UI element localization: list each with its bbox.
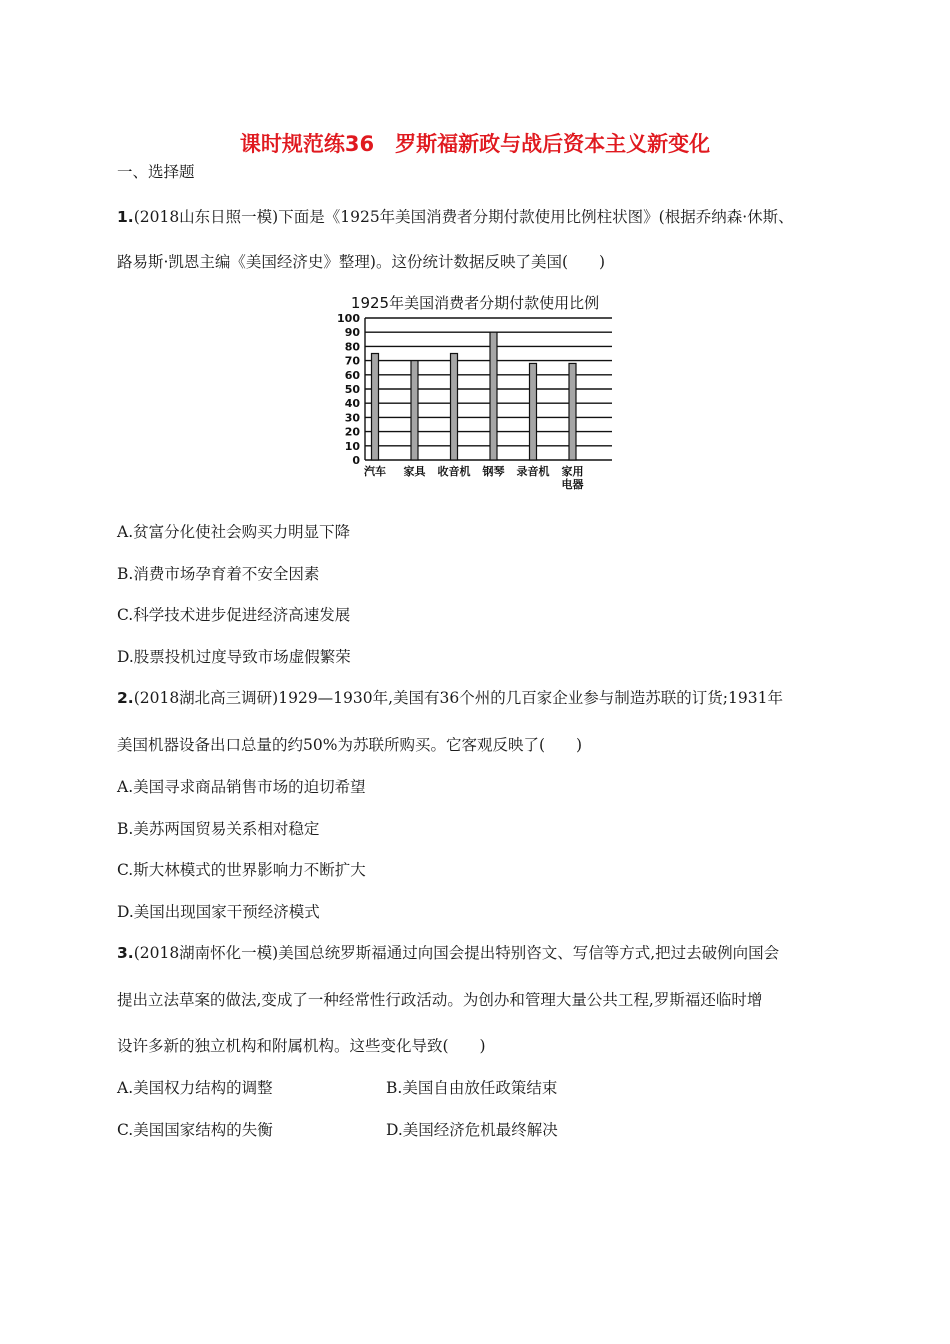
page-title: 课时规范练36 罗斯福新政与战后资本主义新变化 [239, 132, 711, 156]
y-tick-label: 100 [337, 312, 360, 325]
question-3-number: 3. [117, 944, 134, 962]
y-tick-label: 70 [344, 354, 360, 368]
y-tick-label: 10 [344, 439, 360, 453]
bar-录音机 [530, 363, 537, 460]
q2-option-c: C.斯大林模式的世界影响力不断扩大 [117, 861, 366, 879]
x-tick-label: 收音机 [437, 465, 471, 478]
chart-x-labels [363, 464, 584, 491]
q1-option-b: B.消费市场孕育着不安全因素 [117, 565, 320, 583]
question-1-text-1: (2018山东日照一模)下面是《1925年美国消费者分期付款使用比例柱状图》(根据乔纳森·休斯、 [133, 208, 794, 226]
q1-option-d: D.股票投机过度导致市场虚假繁荣 [117, 648, 351, 666]
q2-option-d: D.美国出现国家干预经济模式 [117, 903, 320, 921]
bar-钢琴 [490, 332, 497, 460]
x-tick-label: 录音机 [516, 465, 550, 478]
bar-家用电器 [569, 363, 576, 460]
question-2-number: 2. [117, 689, 134, 707]
q1-option-a: A.贫富分化使社会购买力明显下降 [117, 523, 351, 541]
q2-option-a: A.美国寻求商品销售市场的迫切希望 [117, 778, 366, 796]
y-tick-label: 50 [344, 383, 360, 396]
question-3-text-1: (2018湖南怀化一模)美国总统罗斯福通过向国会提出特别咨文、写信等方式,把过去破例向国会 [133, 944, 780, 962]
q3-option-d: D.美国经济危机最终解决 [386, 1121, 558, 1139]
y-tick-label: 0 [352, 454, 360, 467]
q2-option-b: B.美苏两国贸易关系相对稳定 [117, 820, 320, 838]
x-tick-label: 家用 [561, 465, 584, 478]
x-tick-label: 钢琴 [482, 465, 505, 478]
section-heading: 一、选择题 [117, 163, 195, 181]
q3-option-b: B.美国自由放任政策结束 [386, 1079, 558, 1097]
y-tick-label: 90 [344, 326, 360, 340]
question-1-line-2: 路易斯·凯恩主编《美国经济史》整理)。这份统计数据反映了美国( ) [117, 253, 606, 271]
x-tick-label: 电器 [561, 478, 584, 491]
question-1-number: 1. [117, 208, 134, 226]
y-tick-label: 30 [344, 411, 360, 425]
chart-bars [372, 332, 577, 460]
y-tick-label: 80 [344, 340, 360, 354]
bar-汽车 [372, 354, 379, 461]
q1-option-c: C.科学技术进步促进经济高速发展 [117, 606, 351, 624]
x-tick-label: 家具 [403, 465, 426, 478]
installment-bar-chart [330, 288, 630, 493]
question-2-line-1 [117, 686, 783, 708]
chart-title: 1925年美国消费者分期付款使用比例 [350, 294, 600, 312]
question-3-line-3: 设许多新的独立机构和附属机构。这些变化导致( ) [117, 1037, 486, 1055]
question-1-line-1 [117, 205, 794, 227]
q3-option-a: A.美国权力结构的调整 [117, 1079, 273, 1097]
x-tick-label: 汽车 [364, 465, 386, 478]
question-2-text-1: (2018湖北高三调研)1929—1930年,美国有36个州的几百家企业参与制造苏联的订货;1931年 [133, 689, 783, 707]
bar-收音机 [451, 354, 458, 461]
bar-家具 [411, 361, 418, 460]
question-3-line-2: 提出立法草案的做法,变成了一种经常性行政活动。为创办和管理大量公共工程,罗斯福还临时增 [117, 991, 763, 1009]
y-tick-label: 60 [344, 368, 360, 382]
q3-option-c: C.美国国家结构的失衡 [117, 1121, 273, 1139]
question-2-line-2: 美国机器设备出口总量的约50%为苏联所购买。它客观反映了( ) [117, 736, 583, 754]
y-tick-label: 40 [344, 397, 360, 411]
y-tick-label: 20 [344, 425, 360, 439]
question-3-line-1 [117, 941, 779, 963]
chart-y-ticks [337, 312, 360, 467]
